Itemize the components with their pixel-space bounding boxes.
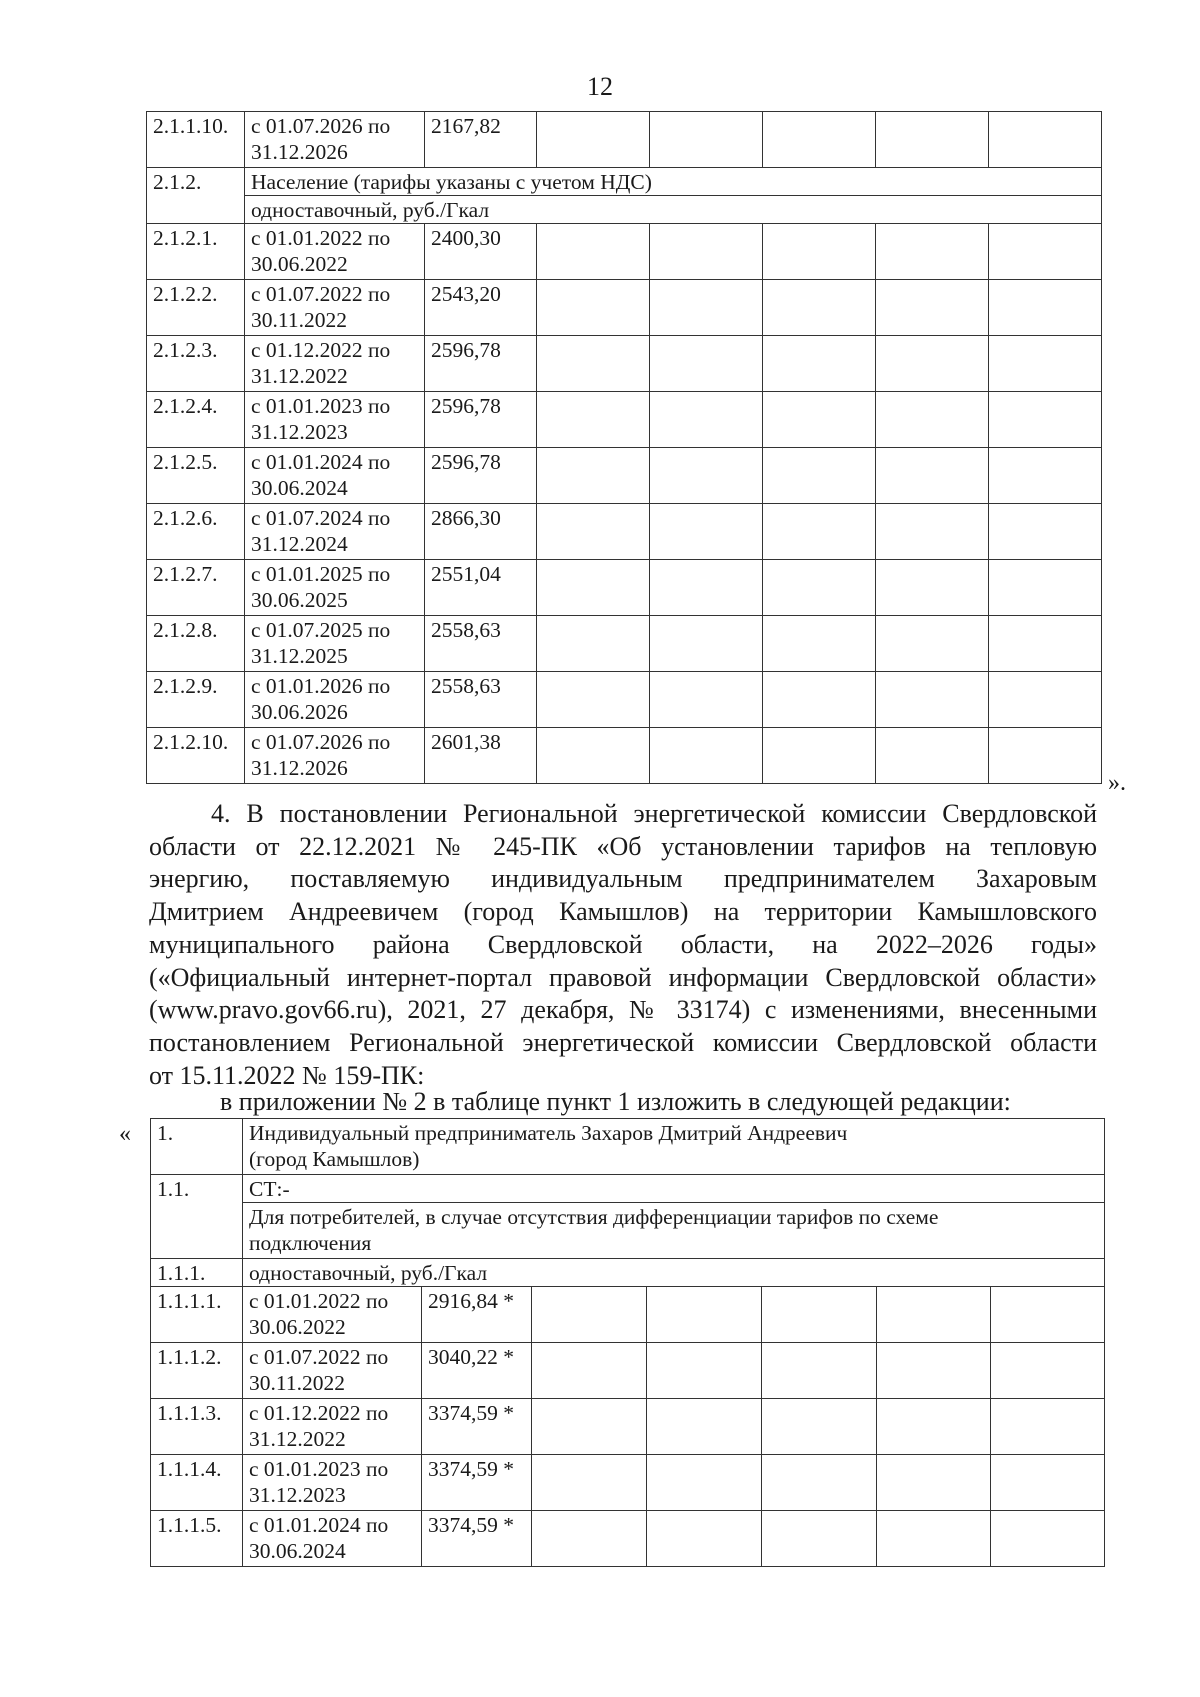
empty-cell — [647, 1343, 762, 1399]
empty-cell — [537, 504, 650, 560]
tariff-value: 2558,63 — [425, 672, 537, 728]
period-start: с 01.07.2022 по — [251, 282, 391, 306]
empty-cell — [876, 616, 989, 672]
empty-cell — [647, 1287, 762, 1343]
empty-cell — [650, 224, 763, 280]
table-row — [147, 392, 1102, 448]
empty-cell — [537, 672, 650, 728]
period-end: 31.12.2022 — [249, 1427, 346, 1451]
row-code: 2.1.2.9. — [147, 672, 245, 728]
empty-cell — [537, 560, 650, 616]
empty-cell — [989, 392, 1102, 448]
tariff-value: 2551,04 — [425, 560, 537, 616]
empty-cell — [763, 728, 876, 784]
paragraph-line: муниципального района Свердловской области, на 2022–2026 годы» — [149, 929, 1097, 959]
period-start: с 01.07.2024 по — [251, 506, 391, 530]
empty-cell — [877, 1399, 991, 1455]
period-end: 31.12.2023 — [251, 420, 348, 444]
empty-cell — [532, 1343, 647, 1399]
table-row-header — [151, 1119, 1105, 1175]
empty-cell — [989, 672, 1102, 728]
table-row — [151, 1287, 1105, 1343]
table-row-header — [151, 1203, 1105, 1259]
period-start: с 01.01.2024 по — [249, 1513, 389, 1537]
period-end: 31.12.2026 — [251, 140, 348, 164]
table-row — [147, 504, 1102, 560]
row-code: 1. — [151, 1119, 243, 1175]
empty-cell — [537, 224, 650, 280]
empty-cell — [762, 1343, 877, 1399]
empty-cell — [989, 728, 1102, 784]
period-cell — [243, 1287, 422, 1343]
tariff-table-zakharov — [150, 1118, 1105, 1567]
table-row — [147, 728, 1102, 784]
table-row — [147, 112, 1102, 168]
period-end: 31.12.2023 — [249, 1483, 346, 1507]
empty-cell — [989, 112, 1102, 168]
empty-cell — [991, 1511, 1105, 1567]
paragraph-line: от 15.11.2022 № 159-ПК: — [149, 1060, 425, 1090]
empty-cell — [650, 728, 763, 784]
period-start: с 01.12.2022 по — [251, 338, 391, 362]
empty-cell — [989, 448, 1102, 504]
empty-cell — [650, 504, 763, 560]
empty-cell — [876, 448, 989, 504]
paragraph-line: энергию, поставляемую индивидуальным предпринимателем Захаровым — [149, 864, 1097, 894]
empty-cell — [877, 1287, 991, 1343]
heading-line: Индивидуальный предприниматель Захаров Дмитрий Андреевич — [249, 1121, 848, 1145]
empty-cell — [537, 112, 650, 168]
row-code: 2.1.2.4. — [147, 392, 245, 448]
period-cell — [243, 1343, 422, 1399]
paragraph-line: постановлением Региональной энергетической комиссии Свердловской области — [149, 1027, 1097, 1057]
empty-cell — [647, 1511, 762, 1567]
row-code: 1.1.1.4. — [151, 1455, 243, 1511]
empty-cell — [763, 280, 876, 336]
period-cell — [245, 280, 425, 336]
period-start: с 01.01.2023 по — [251, 394, 391, 418]
empty-cell — [763, 336, 876, 392]
empty-cell — [989, 616, 1102, 672]
tariff-value: 2866,30 — [425, 504, 537, 560]
empty-cell — [532, 1511, 647, 1567]
period-start: с 01.01.2024 по — [251, 450, 391, 474]
table-row — [147, 672, 1102, 728]
empty-cell — [532, 1287, 647, 1343]
period-end: 30.06.2026 — [251, 700, 348, 724]
tariff-value: 3374,59 * — [422, 1399, 532, 1455]
empty-cell — [876, 336, 989, 392]
empty-cell — [650, 672, 763, 728]
empty-cell — [991, 1455, 1105, 1511]
period-cell — [243, 1399, 422, 1455]
tariff-value: 2916,84 * — [422, 1287, 532, 1343]
tariff-value: 3040,22 * — [422, 1343, 532, 1399]
heading-line: одноставочный, руб./Гкал — [249, 1261, 488, 1285]
period-start: с 01.07.2026 по — [251, 114, 391, 138]
table-row — [151, 1511, 1105, 1567]
empty-cell — [989, 224, 1102, 280]
row-code: 2.1.2. — [147, 168, 245, 224]
period-cell — [245, 112, 425, 168]
row-code: 1.1. — [151, 1175, 243, 1259]
paragraph-line: 4. В постановлении Региональной энергетической комиссии Свердловской — [211, 799, 1097, 828]
empty-cell — [991, 1399, 1105, 1455]
empty-cell — [762, 1399, 877, 1455]
empty-cell — [989, 336, 1102, 392]
period-start: с 01.07.2026 по — [251, 730, 391, 754]
row-code: 2.1.2.1. — [147, 224, 245, 280]
empty-cell — [537, 392, 650, 448]
tariff-value: 2558,63 — [425, 616, 537, 672]
period-cell — [245, 728, 425, 784]
period-end: 31.12.2022 — [251, 364, 348, 388]
tariff-value: 3374,59 * — [422, 1511, 532, 1567]
period-start: с 01.01.2022 по — [249, 1289, 389, 1313]
period-start: с 01.01.2022 по — [251, 226, 391, 250]
table-row-header — [151, 1175, 1105, 1203]
tariff-value: 2167,82 — [425, 112, 537, 168]
empty-cell — [537, 616, 650, 672]
table-row — [147, 560, 1102, 616]
period-end: 30.11.2022 — [251, 308, 347, 332]
empty-cell — [762, 1511, 877, 1567]
empty-cell — [989, 560, 1102, 616]
period-start: с 01.07.2022 по — [249, 1345, 389, 1369]
period-cell — [245, 448, 425, 504]
tariff-value: 2601,38 — [425, 728, 537, 784]
section-heading: Население (тарифы указаны с учетом НДС) — [245, 168, 1102, 196]
paragraph-line: области от 22.12.2021 № 245-ПК «Об установлении тарифов на тепловую — [149, 831, 1097, 861]
period-cell — [245, 392, 425, 448]
empty-cell — [762, 1455, 877, 1511]
period-end: 31.12.2024 — [251, 532, 348, 556]
empty-cell — [763, 392, 876, 448]
empty-cell — [763, 448, 876, 504]
paragraph-4 — [149, 798, 1097, 1092]
empty-cell — [650, 280, 763, 336]
tariff-value: 2543,20 — [425, 280, 537, 336]
row-code: 1.1.1.2. — [151, 1343, 243, 1399]
empty-cell — [876, 672, 989, 728]
table-row — [147, 448, 1102, 504]
table-row — [147, 336, 1102, 392]
tariff-table-population — [146, 111, 1102, 784]
period-end: 30.06.2022 — [249, 1315, 346, 1339]
empty-cell — [647, 1455, 762, 1511]
row-code: 1.1.1.3. — [151, 1399, 243, 1455]
table-row-header — [147, 196, 1102, 224]
empty-cell — [537, 280, 650, 336]
row-code: 2.1.2.3. — [147, 336, 245, 392]
empty-cell — [876, 560, 989, 616]
empty-cell — [877, 1455, 991, 1511]
row-code: 2.1.2.7. — [147, 560, 245, 616]
empty-cell — [876, 280, 989, 336]
period-end: 30.06.2024 — [249, 1539, 346, 1563]
empty-cell — [763, 112, 876, 168]
table-row — [151, 1455, 1105, 1511]
section-heading — [243, 1175, 1105, 1203]
period-cell — [245, 672, 425, 728]
heading-line: Для потребителей, в случае отсутствия дифференциации тарифов по схеме — [249, 1205, 939, 1229]
empty-cell — [763, 672, 876, 728]
empty-cell — [650, 392, 763, 448]
tariff-value: 2596,78 — [425, 336, 537, 392]
empty-cell — [650, 616, 763, 672]
period-end: 30.06.2025 — [251, 588, 348, 612]
period-cell — [245, 336, 425, 392]
empty-cell — [650, 112, 763, 168]
tariff-value: 2596,78 — [425, 448, 537, 504]
tariff-value: 3374,59 * — [422, 1455, 532, 1511]
period-start: с 01.01.2026 по — [251, 674, 391, 698]
closing-quote: ». — [1108, 770, 1126, 796]
empty-cell — [650, 560, 763, 616]
period-end: 30.06.2022 — [251, 252, 348, 276]
empty-cell — [876, 504, 989, 560]
row-code: 2.1.2.8. — [147, 616, 245, 672]
empty-cell — [877, 1511, 991, 1567]
row-code: 1.1.1.1. — [151, 1287, 243, 1343]
empty-cell — [537, 448, 650, 504]
empty-cell — [763, 224, 876, 280]
heading-line: подключения — [249, 1231, 372, 1255]
empty-cell — [991, 1343, 1105, 1399]
table-row-header — [147, 168, 1102, 196]
table-row — [151, 1399, 1105, 1455]
empty-cell — [650, 336, 763, 392]
heading-line: СТ:- — [249, 1177, 290, 1201]
period-end: 31.12.2026 — [251, 756, 348, 780]
empty-cell — [763, 560, 876, 616]
empty-cell — [537, 336, 650, 392]
row-code: 2.1.2.2. — [147, 280, 245, 336]
page-number: 12 — [587, 72, 613, 101]
empty-cell — [876, 112, 989, 168]
table-row — [147, 616, 1102, 672]
section-heading — [243, 1259, 1105, 1287]
table-row — [147, 280, 1102, 336]
row-code: 1.1.1.5. — [151, 1511, 243, 1567]
period-cell — [243, 1511, 422, 1567]
empty-cell — [876, 392, 989, 448]
paragraph-line: («Официальный интернет-портал правовой информации Свердловской области» — [149, 962, 1097, 992]
paragraph-line: Дмитрием Андреевичем (город Камышлов) на территории Камышловского — [149, 897, 1097, 927]
period-start: с 01.07.2025 по — [251, 618, 391, 642]
table-row-header — [151, 1259, 1105, 1287]
empty-cell — [532, 1455, 647, 1511]
empty-cell — [989, 504, 1102, 560]
empty-cell — [763, 616, 876, 672]
empty-cell — [650, 448, 763, 504]
period-end: 30.06.2024 — [251, 476, 348, 500]
empty-cell — [537, 728, 650, 784]
empty-cell — [876, 728, 989, 784]
table-row — [147, 224, 1102, 280]
section-heading — [243, 1119, 1105, 1175]
empty-cell — [876, 224, 989, 280]
row-code: 2.1.1.10. — [147, 112, 245, 168]
opening-quote: « — [119, 1121, 131, 1147]
period-cell — [243, 1455, 422, 1511]
empty-cell — [647, 1399, 762, 1455]
tariff-value: 2400,30 — [425, 224, 537, 280]
row-code: 2.1.2.5. — [147, 448, 245, 504]
tariff-value: 2596,78 — [425, 392, 537, 448]
row-code: 2.1.2.10. — [147, 728, 245, 784]
empty-cell — [762, 1287, 877, 1343]
row-code: 2.1.2.6. — [147, 504, 245, 560]
row-code: 1.1.1. — [151, 1259, 243, 1287]
period-end: 31.12.2025 — [251, 644, 348, 668]
empty-cell — [991, 1287, 1105, 1343]
period-cell — [245, 504, 425, 560]
empty-cell — [532, 1399, 647, 1455]
empty-cell — [763, 504, 876, 560]
empty-cell — [877, 1343, 991, 1399]
period-cell — [245, 224, 425, 280]
period-start: с 01.01.2025 по — [251, 562, 391, 586]
instruction-text: в приложении № 2 в таблице пункт 1 изложить в следующей редакции: — [220, 1087, 1011, 1116]
period-cell — [245, 616, 425, 672]
table-row — [151, 1343, 1105, 1399]
period-start: с 01.12.2022 по — [249, 1401, 389, 1425]
heading-line: (город Камышлов) — [249, 1147, 420, 1171]
section-heading — [243, 1203, 1105, 1259]
paragraph-line: (www.pravo.gov66.ru), 2021, 27 декабря, № 33174) с изменениями, внесенными — [149, 995, 1097, 1025]
period-cell — [245, 560, 425, 616]
empty-cell — [989, 280, 1102, 336]
period-start: с 01.01.2023 по — [249, 1457, 389, 1481]
section-heading: одноставочный, руб./Гкал — [245, 196, 1102, 224]
period-end: 30.11.2022 — [249, 1371, 345, 1395]
